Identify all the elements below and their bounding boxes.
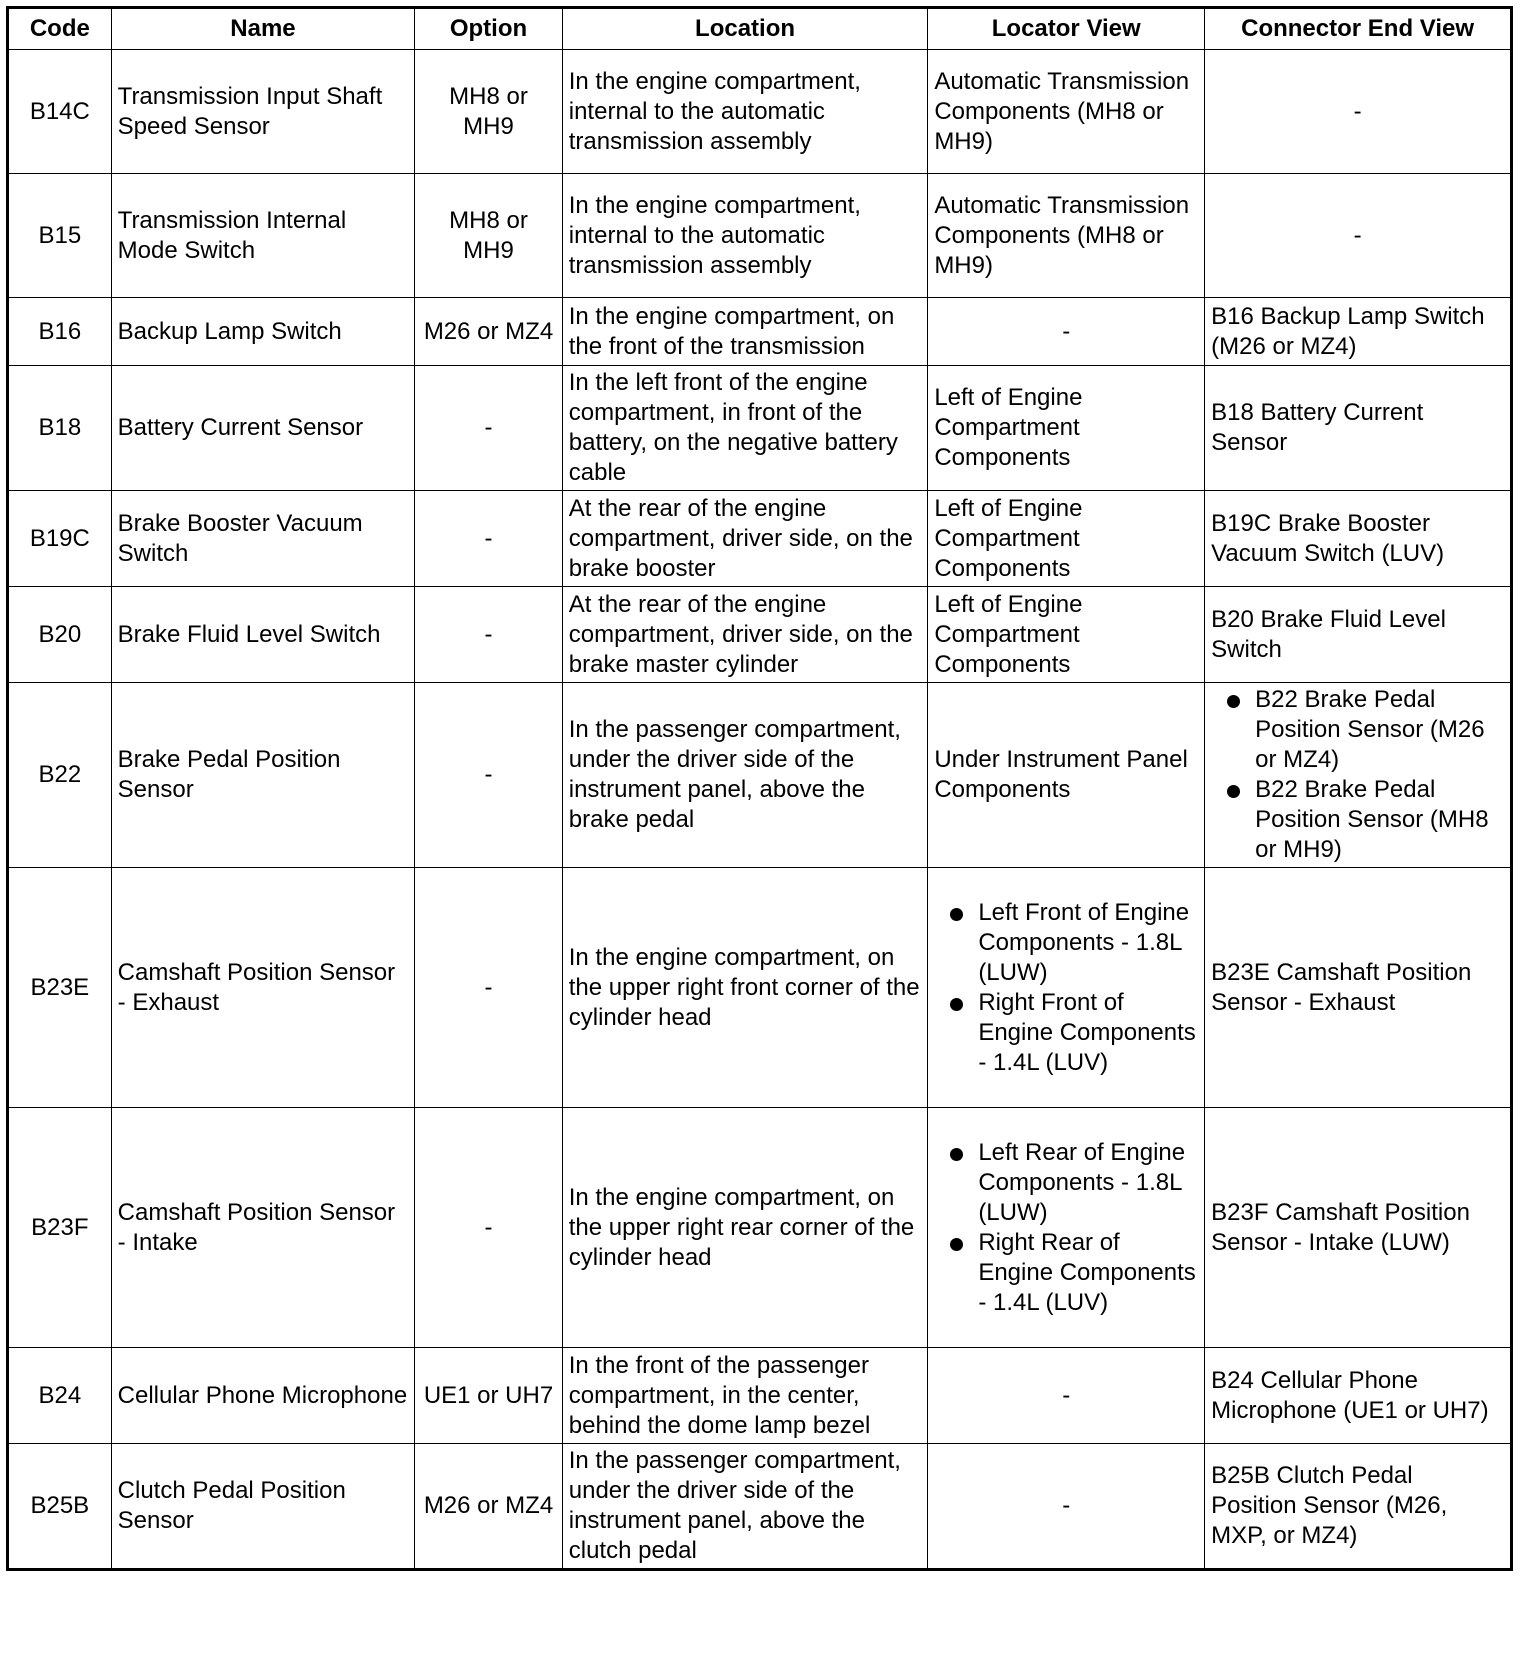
option-cell: -	[415, 491, 563, 587]
table-row	[8, 366, 1512, 491]
name-cell: Brake Fluid Level Switch	[111, 587, 415, 683]
header-code: Code	[8, 8, 112, 50]
table-row	[8, 1444, 1512, 1570]
option-cell: MH8 or MH9	[415, 174, 563, 298]
name-cell: Brake Pedal Position Sensor	[111, 683, 415, 868]
locator-view-cell: -	[928, 1348, 1205, 1444]
locator-view-cell: Automatic Transmission Components (MH8 or MH9)	[928, 174, 1205, 298]
connector-end-view-cell: B23E Camshaft Position Sensor - Exhaust	[1205, 868, 1512, 1108]
locator-view-cell: Under Instrument Panel Components	[928, 683, 1205, 868]
list-item: Right Front of Engine Components - 1.4L (LUV)	[950, 988, 1198, 1078]
code-cell: B18	[8, 366, 112, 491]
location-cell: In the engine compartment, on the front of the transmission	[562, 298, 928, 366]
locator-view-cell: -	[928, 1444, 1205, 1570]
connector-end-view-cell: B16 Backup Lamp Switch (M26 or MZ4)	[1205, 298, 1512, 366]
option-cell: M26 or MZ4	[415, 1444, 563, 1570]
connector-end-view-cell: B20 Brake Fluid Level Switch	[1205, 587, 1512, 683]
code-cell: B19C	[8, 491, 112, 587]
header-option: Option	[415, 8, 563, 50]
location-cell: In the passenger compartment, under the driver side of the instrument panel, above the clutch pedal	[562, 1444, 928, 1570]
location-cell: At the rear of the engine compartment, driver side, on the brake master cylinder	[562, 587, 928, 683]
location-cell: In the left front of the engine compartment, in front of the battery, on the negative battery cable	[562, 366, 928, 491]
code-cell: B24	[8, 1348, 112, 1444]
option-cell: -	[415, 868, 563, 1108]
code-cell: B23E	[8, 868, 112, 1108]
list-item: Left Rear of Engine Components - 1.8L (LUW)	[950, 1138, 1198, 1228]
locator-list	[928, 1138, 1198, 1318]
location-cell: In the front of the passenger compartment, in the center, behind the dome lamp bezel	[562, 1348, 928, 1444]
connector-end-view-cell: B23F Camshaft Position Sensor - Intake (LUW)	[1205, 1108, 1512, 1348]
connector-end-view-cell: B18 Battery Current Sensor	[1205, 366, 1512, 491]
name-cell: Transmission Internal Mode Switch	[111, 174, 415, 298]
location-cell: In the engine compartment, on the upper right front corner of the cylinder head	[562, 868, 928, 1108]
code-cell: B23F	[8, 1108, 112, 1348]
table-row	[8, 491, 1512, 587]
location-cell: In the passenger compartment, under the driver side of the instrument panel, above the brake pedal	[562, 683, 928, 868]
location-cell: In the engine compartment, internal to the automatic transmission assembly	[562, 50, 928, 174]
name-cell: Backup Lamp Switch	[111, 298, 415, 366]
header-connector-end-view: Connector End View	[1205, 8, 1512, 50]
name-cell: Camshaft Position Sensor - Intake	[111, 1108, 415, 1348]
list-item: Left Front of Engine Components - 1.8L (LUW)	[950, 898, 1198, 988]
list-item: Right Rear of Engine Components - 1.4L (LUV)	[950, 1228, 1198, 1318]
list-item: B22 Brake Pedal Position Sensor (MH8 or MH9)	[1227, 775, 1504, 865]
locator-view-cell: Automatic Transmission Components (MH8 or MH9)	[928, 50, 1205, 174]
table-row	[8, 587, 1512, 683]
connector-end-view-cell	[1205, 683, 1512, 868]
table-row	[8, 50, 1512, 174]
connector-end-view-cell: B25B Clutch Pedal Position Sensor (M26, MXP, or MZ4)	[1205, 1444, 1512, 1570]
connector-end-view-cell: -	[1205, 50, 1512, 174]
locator-view-cell: Left of Engine Compartment Components	[928, 587, 1205, 683]
code-cell: B15	[8, 174, 112, 298]
list-item: B22 Brake Pedal Position Sensor (M26 or MZ4)	[1227, 685, 1504, 775]
table-row	[8, 174, 1512, 298]
code-cell: B25B	[8, 1444, 112, 1570]
locator-list	[928, 898, 1198, 1078]
connector-table	[6, 6, 1513, 1571]
connector-end-view-cell: B24 Cellular Phone Microphone (UE1 or UH7)	[1205, 1348, 1512, 1444]
table-row	[8, 1348, 1512, 1444]
option-cell: -	[415, 366, 563, 491]
connector-list	[1205, 685, 1504, 865]
name-cell: Brake Booster Vacuum Switch	[111, 491, 415, 587]
table-row	[8, 683, 1512, 868]
locator-view-cell: Left of Engine Compartment Components	[928, 491, 1205, 587]
option-cell: MH8 or MH9	[415, 50, 563, 174]
locator-view-cell: -	[928, 298, 1205, 366]
name-cell: Clutch Pedal Position Sensor	[111, 1444, 415, 1570]
code-cell: B14C	[8, 50, 112, 174]
header-location: Location	[562, 8, 928, 50]
location-cell: At the rear of the engine compartment, driver side, on the brake booster	[562, 491, 928, 587]
locator-view-cell	[928, 868, 1205, 1108]
header-row	[8, 8, 1512, 50]
option-cell: -	[415, 683, 563, 868]
header-name: Name	[111, 8, 415, 50]
option-cell: -	[415, 587, 563, 683]
code-cell: B20	[8, 587, 112, 683]
table-row	[8, 1108, 1512, 1348]
locator-view-cell	[928, 1108, 1205, 1348]
locator-view-cell: Left of Engine Compartment Components	[928, 366, 1205, 491]
code-cell: B22	[8, 683, 112, 868]
option-cell: UE1 or UH7	[415, 1348, 563, 1444]
table-row	[8, 298, 1512, 366]
header-locator-view: Locator View	[928, 8, 1205, 50]
connector-end-view-cell: B19C Brake Booster Vacuum Switch (LUV)	[1205, 491, 1512, 587]
name-cell: Cellular Phone Microphone	[111, 1348, 415, 1444]
location-cell: In the engine compartment, internal to the automatic transmission assembly	[562, 174, 928, 298]
name-cell: Transmission Input Shaft Speed Sensor	[111, 50, 415, 174]
connector-end-view-cell: -	[1205, 174, 1512, 298]
code-cell: B16	[8, 298, 112, 366]
name-cell: Battery Current Sensor	[111, 366, 415, 491]
name-cell: Camshaft Position Sensor - Exhaust	[111, 868, 415, 1108]
location-cell: In the engine compartment, on the upper right rear corner of the cylinder head	[562, 1108, 928, 1348]
option-cell: M26 or MZ4	[415, 298, 563, 366]
table-row	[8, 868, 1512, 1108]
option-cell: -	[415, 1108, 563, 1348]
